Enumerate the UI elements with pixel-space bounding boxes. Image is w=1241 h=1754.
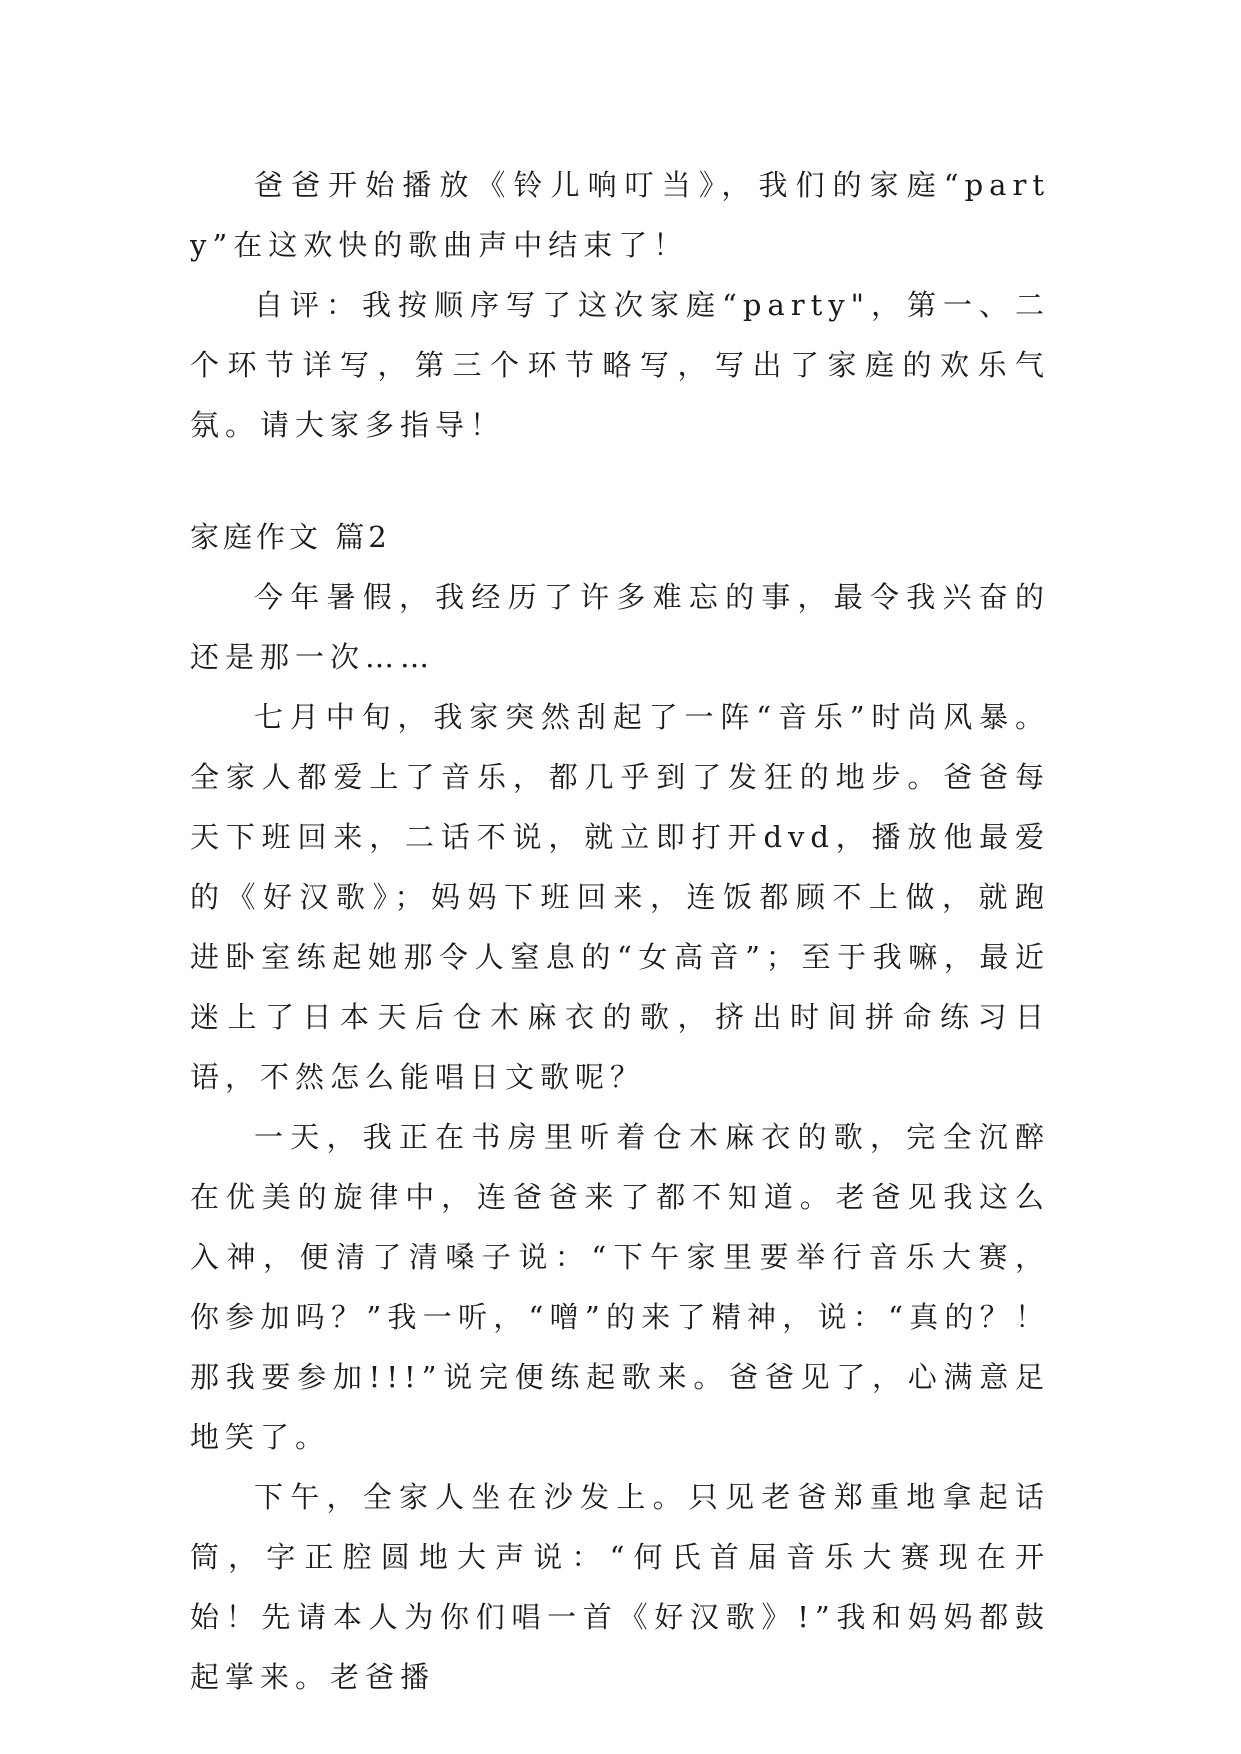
paragraph: 今年暑假，我经历了许多难忘的事，最令我兴奋的还是那一次…… — [190, 580, 1050, 674]
document-body — [190, 155, 1050, 1707]
paragraph: 七月中旬，我家突然刮起了一阵“音乐”时尚风暴。全家人都爱上了音乐，都几乎到了发狂的地步。爸爸每天下班回来，二话不说，就立即打开dvd，播放他最爱的《好汉歌》；妈妈下班回来，连饭都顾不上做，就跑进卧室练起她那令人窒息的“女高音”；至于我嘛，最近迷上了日本天后仓木麻衣的歌，挤出时间拼命练习日语，不然怎么能唱日文歌呢？ — [190, 700, 1050, 1094]
paragraph: 爸爸开始播放《铃儿响叮当》，我们的家庭“party”在这欢快的歌曲声中结束了！ — [190, 168, 1050, 262]
paragraph: 自评：我按顺序写了这次家庭“party"，第一、二个环节详写，第三个环节略写，写出了家庭的欢乐气氛。请大家多指导！ — [190, 288, 1050, 442]
paragraph: 一天，我正在书房里听着仓木麻衣的歌，完全沉醉在优美的旋律中，连爸爸来了都不知道。老爸见我这么入神，便清了清嗓子说：“下午家里要举行音乐大赛，你参加吗？”我一听，“噌”的来了精神，说：“真的？！那我要参加!!!”说完便练起歌来。爸爸见了，心满意足地笑了。 — [190, 1120, 1050, 1454]
paragraph: 下午，全家人坐在沙发上。只见老爸郑重地拿起话筒，字正腔圆地大声说：“何氏首届音乐大赛现在开始！先请本人为你们唱一首《好汉歌》!”我和妈妈都鼓起掌来。老爸播 — [190, 1480, 1050, 1694]
section-heading: 家庭作文 篇2 — [190, 520, 391, 554]
